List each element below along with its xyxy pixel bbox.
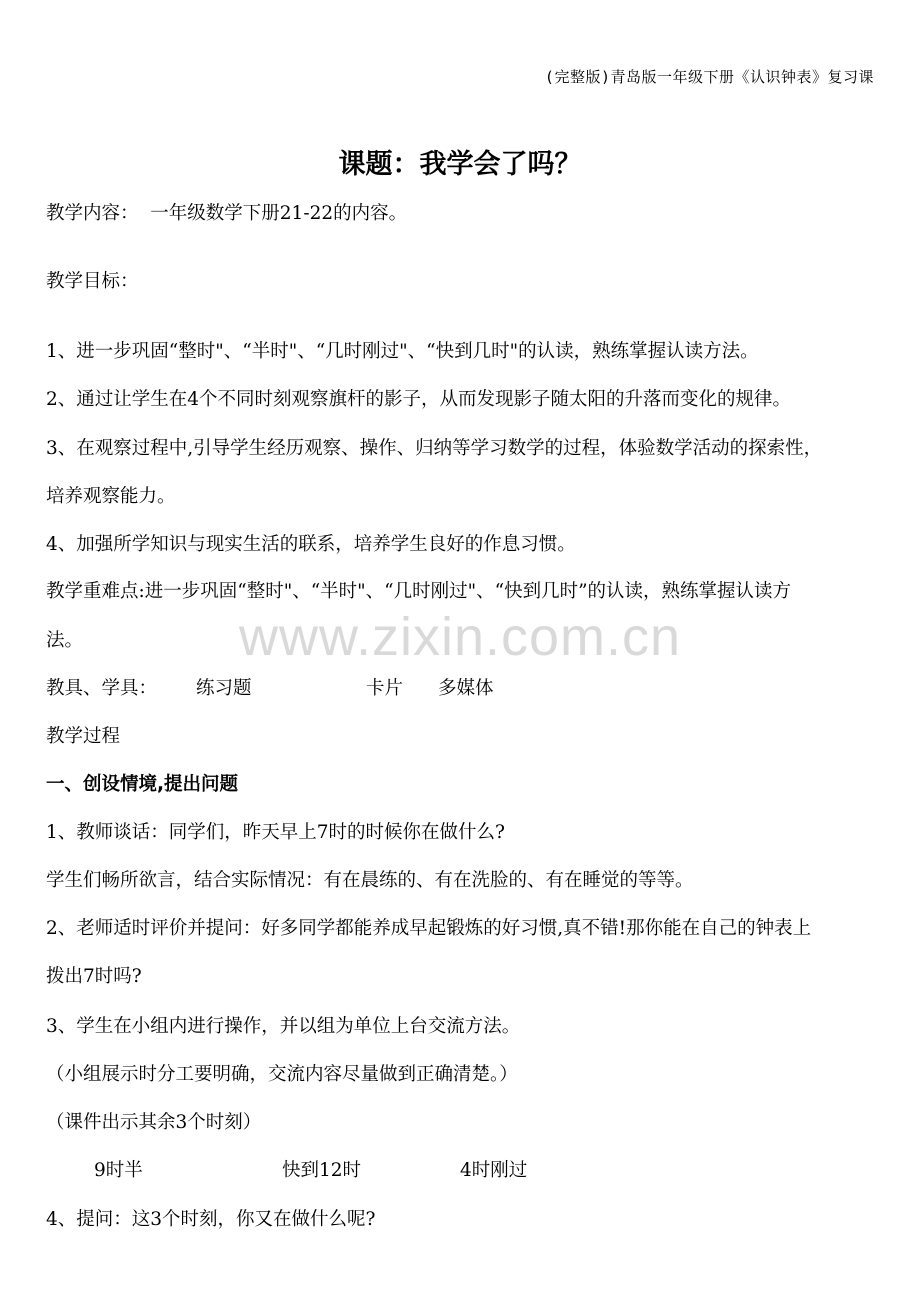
tool-item: 多媒体 xyxy=(438,678,494,699)
key-points-line: 教学重难点:进一步巩固“整时"、“半时"、“几时刚过"、“快到几时”的认读，熟练掌握认读方 xyxy=(46,581,792,602)
question-line: 4、提问：这3个时刻，你又在做什么呢? xyxy=(46,1209,376,1230)
content-value: 一年级数学下册21-22的内容。 xyxy=(150,203,408,224)
key-points-line: 法。 xyxy=(46,630,84,651)
section-line: 2、老师适时评价并提问：好多同学都能养成早起锻炼的好习惯,真不错!那你能在自己的钟表上 xyxy=(46,918,812,939)
goal-line: 培养观察能力。 xyxy=(46,486,176,507)
tools-label: 教具、学具： xyxy=(46,678,158,699)
tool-item: 练习题 xyxy=(196,678,252,699)
section-line: 学生们畅所欲言，结合实际情况：有在晨练的、有在洗脸的、有在睡觉的等等。 xyxy=(46,870,694,891)
process-label: 教学过程 xyxy=(46,726,121,747)
goal-line: 4、加强所学知识与现实生活的联系，培养学生良好的作息习惯。 xyxy=(46,534,576,555)
section-line: （课件出示其余3个时刻） xyxy=(46,1112,262,1133)
goal-line: 1、进一步巩固“整时"、“半时"、“几时刚过"、“快到几时"的认读，熟练掌握认读方法。 xyxy=(46,341,759,362)
section-line: 3、学生在小组内进行操作，并以组为单位上台交流方法。 xyxy=(46,1016,521,1037)
section-heading: 一、创设情境,提出问题 xyxy=(46,774,239,795)
section-line: （小组展示时分工要明确，交流内容尽量做到正确清楚。） xyxy=(46,1064,518,1085)
tool-item: 卡片 xyxy=(366,678,404,699)
goals-label: 教学目标： xyxy=(46,271,139,292)
goal-line: 2、通过让学生在4个不同时刻观察旗杆的影子，从而发现影子随太阳的升落而变化的规律。 xyxy=(46,389,792,410)
content-line xyxy=(46,199,407,225)
page-title: 课题：我学会了吗？ xyxy=(338,149,582,180)
time-item: 快到12时 xyxy=(282,1160,362,1181)
goal-line: 3、在观察过程中,引导学生经历观察、操作、归纳等学习数学的过程，体验数学活动的探索性， xyxy=(46,438,823,459)
watermark: www.zixin.com.cn xyxy=(238,607,682,667)
time-item: 4时刚过 xyxy=(460,1160,528,1181)
section-line: 拨出7时吗? xyxy=(46,966,142,987)
section-line: 1、教师谈话：同学们，昨天早上7时的时候你在做什么? xyxy=(46,822,505,843)
content-label: 教学内容： xyxy=(46,203,139,224)
page-header: (完整版)青岛版一年级下册《认识钟表》复习课 xyxy=(544,68,874,86)
time-item: 9时半 xyxy=(94,1160,143,1181)
